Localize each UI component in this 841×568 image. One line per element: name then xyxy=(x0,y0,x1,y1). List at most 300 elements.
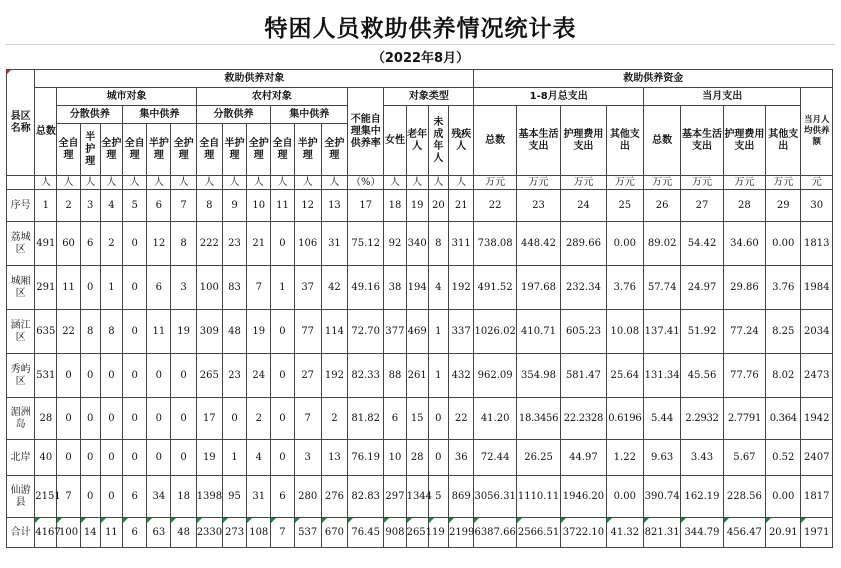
data-cell: 280 xyxy=(294,476,321,518)
data-cell: 31 xyxy=(321,222,347,266)
data-cell: 377 xyxy=(384,310,406,354)
data-cell: 6 xyxy=(147,266,171,310)
data-cell: 2 xyxy=(100,222,122,266)
data-cell: 297 xyxy=(384,476,406,518)
data-cell: 82.33 xyxy=(348,354,384,398)
data-cell: 19 xyxy=(247,310,271,354)
data-cell: 491 xyxy=(35,222,57,266)
data-cell: 232.34 xyxy=(561,266,606,310)
ytd-total-header: 总数 xyxy=(474,106,516,176)
data-cell: 24.97 xyxy=(681,266,723,310)
data-cell: 0 xyxy=(147,440,171,476)
data-cell: 14 xyxy=(80,518,100,548)
data-cell: 5 xyxy=(428,476,448,518)
data-cell: 2 xyxy=(321,398,347,440)
serial-cell: 2 xyxy=(57,190,80,222)
rural-c-full-nursing: 全护理 xyxy=(321,124,347,176)
data-cell: 19 xyxy=(428,518,448,548)
data-cell: 0 xyxy=(428,398,448,440)
targets-group-header: 救助供养对象 xyxy=(35,70,474,88)
district-row xyxy=(7,310,833,354)
data-cell: 194 xyxy=(406,266,428,310)
data-cell: 1.22 xyxy=(606,440,643,476)
unit-cell: 人 xyxy=(35,176,57,190)
data-cell: 0.00 xyxy=(766,222,801,266)
serial-cell: 4 xyxy=(100,190,122,222)
data-cell: 635 xyxy=(35,310,57,354)
data-cell: 106 xyxy=(294,222,321,266)
data-cell: 1946.20 xyxy=(561,476,606,518)
header-row-2 xyxy=(7,88,833,106)
rural-c-half-care: 半护理 xyxy=(294,124,321,176)
data-cell: 390.74 xyxy=(643,476,680,518)
data-cell: 89.02 xyxy=(643,222,680,266)
serial-cell: 8 xyxy=(196,190,222,222)
data-cell: 537 xyxy=(294,518,321,548)
unit-cell: 人 xyxy=(448,176,473,190)
data-cell: 2034 xyxy=(801,310,833,354)
data-cell: 72.44 xyxy=(474,440,516,476)
district-row xyxy=(7,222,833,266)
data-cell: 1813 xyxy=(801,222,833,266)
district-row xyxy=(7,266,833,310)
district-name: 荔城区 xyxy=(7,222,35,266)
data-cell: 72.70 xyxy=(348,310,384,354)
district-row xyxy=(7,440,833,476)
data-cell: 0.52 xyxy=(766,440,801,476)
data-cell: 962.09 xyxy=(474,354,516,398)
data-cell: 11 xyxy=(100,518,122,548)
data-cell: 6 xyxy=(271,476,294,518)
data-cell: 1 xyxy=(222,440,246,476)
city-d-half-care: 半护理 xyxy=(80,124,100,176)
data-cell: 11 xyxy=(147,310,171,354)
district-name: 涵江区 xyxy=(7,310,35,354)
data-cell: 36 xyxy=(448,440,473,476)
serial-cell: 19 xyxy=(406,190,428,222)
data-cell: 469 xyxy=(406,310,428,354)
data-cell: 0 xyxy=(271,440,294,476)
district-name: 仙游县 xyxy=(7,476,35,518)
serial-cell: 29 xyxy=(766,190,801,222)
data-cell: 0 xyxy=(57,440,80,476)
unit-cell: 万元 xyxy=(766,176,801,190)
rural-d-full-nursing: 全护理 xyxy=(247,124,271,176)
data-cell: 23 xyxy=(222,222,246,266)
data-cell: 0 xyxy=(123,266,147,310)
city-c-half-care: 半护理 xyxy=(147,124,171,176)
data-cell: 0 xyxy=(123,440,147,476)
unit-cell: 元 xyxy=(801,176,833,190)
data-cell: 0 xyxy=(271,310,294,354)
data-cell: 0 xyxy=(123,398,147,440)
data-cell: 869 xyxy=(448,476,473,518)
data-cell: 311 xyxy=(448,222,473,266)
city-concentrated-header: 集中供养 xyxy=(123,106,197,124)
data-cell: 1984 xyxy=(801,266,833,310)
data-cell: 1026.02 xyxy=(474,310,516,354)
district-name: 湄洲岛 xyxy=(7,398,35,440)
serial-cell: 24 xyxy=(561,190,606,222)
data-cell: 0.6196 xyxy=(606,398,643,440)
data-cell: 6387.66 xyxy=(474,518,516,548)
data-cell: 29.86 xyxy=(723,266,765,310)
data-cell: 273 xyxy=(222,518,246,548)
data-cell: 0 xyxy=(100,440,122,476)
data-cell: 344.79 xyxy=(681,518,723,548)
data-cell: 21 xyxy=(247,222,271,266)
data-cell: 6 xyxy=(80,222,100,266)
district-row xyxy=(7,398,833,440)
serial-cell: 7 xyxy=(171,190,196,222)
serial-cell: 27 xyxy=(681,190,723,222)
data-cell: 19 xyxy=(171,310,196,354)
district-name: 秀屿区 xyxy=(7,354,35,398)
female-header: 女性 xyxy=(384,106,406,176)
serial-row xyxy=(7,190,833,222)
data-cell: 28 xyxy=(406,440,428,476)
non-self-rate-header: 不能自理集中供养率 xyxy=(348,88,384,176)
data-cell: 5.44 xyxy=(643,398,680,440)
data-cell: 0 xyxy=(428,440,448,476)
data-cell: 0 xyxy=(171,354,196,398)
data-cell: 2.2932 xyxy=(681,398,723,440)
data-cell: 2330 xyxy=(196,518,222,548)
data-cell: 354.98 xyxy=(516,354,560,398)
unit-cell: 万元 xyxy=(561,176,606,190)
rural-header: 农村对象 xyxy=(196,88,347,106)
ytd-other-header: 其他支出 xyxy=(606,106,643,176)
data-cell: 2407 xyxy=(801,440,833,476)
data-cell: 82.83 xyxy=(348,476,384,518)
per-capita-header: 当月人均供养额 xyxy=(801,88,833,176)
serial-cell: 6 xyxy=(147,190,171,222)
serial-cell: 10 xyxy=(247,190,271,222)
serial-cell: 28 xyxy=(723,190,765,222)
report-period: （2022年8月） xyxy=(371,51,470,66)
data-cell: 0 xyxy=(80,440,100,476)
data-cell: 3.43 xyxy=(681,440,723,476)
data-cell: 2151 xyxy=(35,476,57,518)
unit-cell: 人 xyxy=(406,176,428,190)
data-cell: 3 xyxy=(171,266,196,310)
data-cell: 7 xyxy=(271,518,294,548)
data-cell: 7 xyxy=(294,398,321,440)
serial-label: 序号 xyxy=(7,190,35,222)
data-cell: 6 xyxy=(123,476,147,518)
data-cell: 75.12 xyxy=(348,222,384,266)
data-cell: 670 xyxy=(321,518,347,548)
title-divider xyxy=(6,44,835,45)
data-cell: 289.66 xyxy=(561,222,606,266)
data-cell: 432 xyxy=(448,354,473,398)
data-cell: 0.364 xyxy=(766,398,801,440)
data-cell: 456.47 xyxy=(723,518,765,548)
data-cell: 0 xyxy=(80,476,100,518)
unit-cell: 人 xyxy=(80,176,100,190)
unit-cell: 万元 xyxy=(723,176,765,190)
data-cell: 42 xyxy=(321,266,347,310)
city-d-full-care: 全自理 xyxy=(57,124,80,176)
data-cell: 20.91 xyxy=(766,518,801,548)
data-cell: 18 xyxy=(171,476,196,518)
data-cell: 100 xyxy=(196,266,222,310)
data-cell: 0 xyxy=(271,398,294,440)
serial-cell: 11 xyxy=(271,190,294,222)
ytd-nursing-header: 护理费用支出 xyxy=(561,106,606,176)
data-cell: 3.76 xyxy=(766,266,801,310)
data-cell: 22 xyxy=(448,398,473,440)
data-cell: 1942 xyxy=(801,398,833,440)
data-cell: 77.24 xyxy=(723,310,765,354)
data-cell: 8 xyxy=(80,310,100,354)
district-row xyxy=(7,476,833,518)
data-cell: 34 xyxy=(147,476,171,518)
data-cell: 48 xyxy=(222,310,246,354)
data-cell: 265 xyxy=(196,354,222,398)
city-dispersed-header: 分散供养 xyxy=(57,106,123,124)
data-cell: 76.19 xyxy=(348,440,384,476)
data-cell: 1 xyxy=(428,310,448,354)
data-cell: 9.63 xyxy=(643,440,680,476)
data-cell: 1 xyxy=(271,266,294,310)
unit-cell: 人 xyxy=(171,176,196,190)
serial-cell: 20 xyxy=(428,190,448,222)
data-cell: 1 xyxy=(428,354,448,398)
data-cell: 6 xyxy=(384,398,406,440)
ytd-basic-header: 基本生活支出 xyxy=(516,106,560,176)
total-header: 总数 xyxy=(35,88,57,176)
serial-cell: 17 xyxy=(348,190,384,222)
unit-cell: 万元 xyxy=(516,176,560,190)
data-cell: 18.3456 xyxy=(516,398,560,440)
unit-cell: 人 xyxy=(57,176,80,190)
data-cell: 291 xyxy=(35,266,57,310)
data-cell: 0 xyxy=(100,398,122,440)
data-cell: 15 xyxy=(406,398,428,440)
data-cell: 19 xyxy=(196,440,222,476)
data-cell: 0 xyxy=(222,398,246,440)
district-name: 城厢区 xyxy=(7,266,35,310)
data-cell: 8 xyxy=(171,222,196,266)
data-cell: 1344 xyxy=(406,476,428,518)
rural-d-full-care: 全自理 xyxy=(196,124,222,176)
data-cell: 83 xyxy=(222,266,246,310)
serial-cell: 1 xyxy=(35,190,57,222)
data-cell: 92 xyxy=(384,222,406,266)
data-cell: 41.20 xyxy=(474,398,516,440)
serial-cell: 21 xyxy=(448,190,473,222)
data-cell: 0 xyxy=(80,398,100,440)
data-cell: 4167 xyxy=(35,518,57,548)
data-cell: 0 xyxy=(171,440,196,476)
elderly-header: 老年人 xyxy=(406,106,428,176)
unit-cell: 万元 xyxy=(606,176,643,190)
city-c-full-nursing: 全护理 xyxy=(171,124,196,176)
data-cell: 491.52 xyxy=(474,266,516,310)
data-cell: 22.2328 xyxy=(561,398,606,440)
data-cell: 2199 xyxy=(448,518,473,548)
data-cell: 13 xyxy=(321,440,347,476)
data-cell: 7 xyxy=(247,266,271,310)
data-cell: 63 xyxy=(147,518,171,548)
unit-cell: 万元 xyxy=(643,176,680,190)
unit-cell: 人 xyxy=(321,176,347,190)
data-cell: 40 xyxy=(35,440,57,476)
data-cell: 44.97 xyxy=(561,440,606,476)
unit-row xyxy=(7,176,833,190)
data-cell: 738.08 xyxy=(474,222,516,266)
district-row xyxy=(7,354,833,398)
data-cell: 26.25 xyxy=(516,440,560,476)
data-cell: 22 xyxy=(57,310,80,354)
disabled-header: 残疾人 xyxy=(448,106,473,176)
unit-cell: 万元 xyxy=(681,176,723,190)
data-cell: 114 xyxy=(321,310,347,354)
data-cell: 309 xyxy=(196,310,222,354)
data-cell: 1 xyxy=(100,266,122,310)
data-cell: 27 xyxy=(294,354,321,398)
funds-group-header: 救助供养资金 xyxy=(474,70,833,88)
city-c-full-care: 全自理 xyxy=(123,124,147,176)
total-row xyxy=(7,518,833,548)
data-cell: 3.76 xyxy=(606,266,643,310)
serial-cell: 23 xyxy=(516,190,560,222)
data-cell: 3056.31 xyxy=(474,476,516,518)
rural-concentrated-header: 集中供养 xyxy=(271,106,348,124)
data-cell: 337 xyxy=(448,310,473,354)
data-cell: 0 xyxy=(123,310,147,354)
rural-c-full-care: 全自理 xyxy=(271,124,294,176)
data-cell: 34.60 xyxy=(723,222,765,266)
data-cell: 100 xyxy=(57,518,80,548)
serial-cell: 9 xyxy=(222,190,246,222)
data-cell: 2 xyxy=(247,398,271,440)
data-cell: 8 xyxy=(428,222,448,266)
data-cell: 11 xyxy=(57,266,80,310)
month-total-header: 总数 xyxy=(643,106,680,176)
data-cell: 261 xyxy=(406,354,428,398)
data-cell: 0 xyxy=(100,354,122,398)
district-header: 县区名称 xyxy=(7,70,35,176)
data-cell: 23 xyxy=(222,354,246,398)
data-cell: 0 xyxy=(271,222,294,266)
rural-dispersed-header: 分散供养 xyxy=(196,106,271,124)
unit-cell: 人 xyxy=(384,176,406,190)
data-cell: 0.00 xyxy=(606,222,643,266)
data-cell: 192 xyxy=(448,266,473,310)
data-cell: 31 xyxy=(247,476,271,518)
header-row-1 xyxy=(7,70,833,88)
data-cell: 51.92 xyxy=(681,310,723,354)
data-cell: 0 xyxy=(100,476,122,518)
data-cell: 2566.51 xyxy=(516,518,560,548)
data-cell: 222 xyxy=(196,222,222,266)
data-cell: 276 xyxy=(321,476,347,518)
data-cell: 0 xyxy=(80,354,100,398)
data-cell: 131.34 xyxy=(643,354,680,398)
unit-cell: （%） xyxy=(348,176,384,190)
data-cell: 7 xyxy=(57,476,80,518)
unit-cell: 人 xyxy=(222,176,246,190)
month-other-header: 其他支出 xyxy=(766,106,801,176)
data-cell: 5.67 xyxy=(723,440,765,476)
serial-cell: 22 xyxy=(474,190,516,222)
data-cell: 581.47 xyxy=(561,354,606,398)
month-basic-header: 基本生活支出 xyxy=(681,106,723,176)
data-cell: 37 xyxy=(294,266,321,310)
spend-month-header: 当月支出 xyxy=(643,88,800,106)
data-cell: 1817 xyxy=(801,476,833,518)
data-cell: 24 xyxy=(247,354,271,398)
data-cell: 1971 xyxy=(801,518,833,548)
data-cell: 48 xyxy=(171,518,196,548)
district-name: 合计 xyxy=(7,518,35,548)
data-cell: 0 xyxy=(123,354,147,398)
data-cell: 4 xyxy=(247,440,271,476)
header-row-3 xyxy=(7,106,833,124)
city-d-full-nursing: 全护理 xyxy=(100,124,122,176)
minor-header: 未成年人 xyxy=(428,106,448,176)
data-cell: 3722.10 xyxy=(561,518,606,548)
data-cell: 10 xyxy=(384,440,406,476)
data-cell: 531 xyxy=(35,354,57,398)
data-cell: 197.68 xyxy=(516,266,560,310)
district-name: 北岸 xyxy=(7,440,35,476)
data-cell: 0 xyxy=(147,354,171,398)
data-cell: 821.31 xyxy=(643,518,680,548)
data-cell: 3 xyxy=(294,440,321,476)
data-cell: 137.41 xyxy=(643,310,680,354)
data-cell: 95 xyxy=(222,476,246,518)
data-cell: 28 xyxy=(35,398,57,440)
serial-cell: 13 xyxy=(321,190,347,222)
data-cell: 0 xyxy=(171,398,196,440)
data-cell: 0 xyxy=(57,354,80,398)
serial-cell: 30 xyxy=(801,190,833,222)
data-cell: 1398 xyxy=(196,476,222,518)
rural-d-half-care: 半护理 xyxy=(222,124,246,176)
data-cell: 0 xyxy=(123,222,147,266)
data-cell: 41.32 xyxy=(606,518,643,548)
data-cell: 60 xyxy=(57,222,80,266)
data-cell: 77.76 xyxy=(723,354,765,398)
data-cell: 54.42 xyxy=(681,222,723,266)
data-cell: 45.56 xyxy=(681,354,723,398)
table-body xyxy=(7,70,833,548)
data-cell: 2651 xyxy=(406,518,428,548)
unit-cell: 人 xyxy=(428,176,448,190)
unit-cell: 人 xyxy=(147,176,171,190)
unit-cell: 人 xyxy=(100,176,122,190)
data-cell: 0 xyxy=(271,354,294,398)
serial-cell: 12 xyxy=(294,190,321,222)
data-cell: 38 xyxy=(384,266,406,310)
data-cell: 25.64 xyxy=(606,354,643,398)
data-cell: 228.56 xyxy=(723,476,765,518)
data-cell: 76.45 xyxy=(348,518,384,548)
data-cell: 108 xyxy=(247,518,271,548)
report-title: 特困人员救助供养情况统计表 xyxy=(264,16,577,42)
data-cell: 0 xyxy=(80,266,100,310)
data-cell: 10.08 xyxy=(606,310,643,354)
unit-cell: 万元 xyxy=(474,176,516,190)
data-cell: 908 xyxy=(384,518,406,548)
serial-cell: 3 xyxy=(80,190,100,222)
data-cell: 0 xyxy=(57,398,80,440)
data-cell: 88 xyxy=(384,354,406,398)
data-cell: 17 xyxy=(196,398,222,440)
